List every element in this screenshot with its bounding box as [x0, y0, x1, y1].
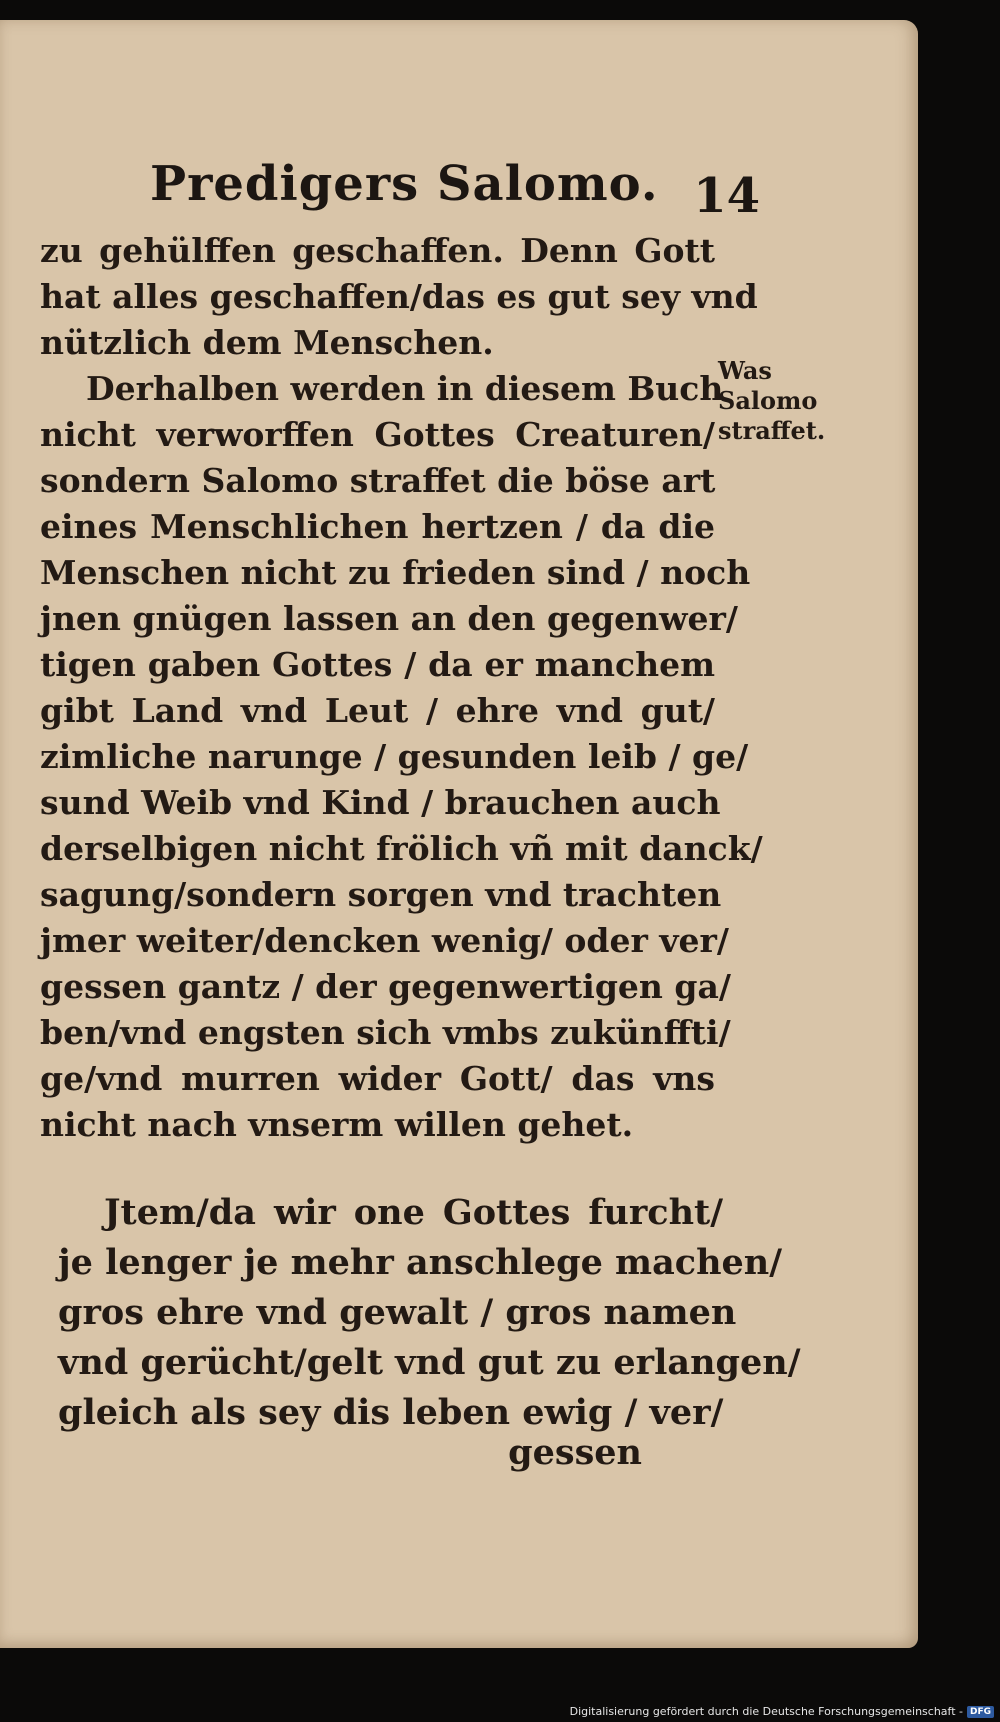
- text-line: gleich als sey dis leben ewig / ver/: [58, 1392, 724, 1433]
- marginal-line: Salomo: [718, 386, 818, 415]
- text-line: tigen gaben Gottes / da er manchem: [40, 645, 715, 684]
- text-line: jmer weiter/dencken wenig/ oder ver/: [40, 921, 729, 960]
- text-line: je lenger je mehr anschlege machen/: [58, 1242, 783, 1283]
- text-line: Menschen nicht zu frieden sind / noch: [40, 553, 751, 592]
- text-line: sondern Salomo straffet die böse art: [40, 461, 716, 500]
- text-line: zu gehülffen geschaffen. Denn Gott: [40, 231, 715, 270]
- text-line: nicht nach vnserm willen gehet.: [40, 1105, 634, 1144]
- text-line: gessen gantz / der gegenwertigen ga/: [40, 967, 731, 1006]
- text-line: jnen gnügen lassen an den gegenwer/: [40, 599, 738, 638]
- text-line: nicht verworffen Gottes Creaturen/: [40, 415, 715, 454]
- text-line: Derhalben werden in diesem Buch: [86, 369, 724, 408]
- text-line: derselbigen nicht frölich vñ mit danck/: [40, 829, 763, 868]
- marginal-line: straffet.: [718, 416, 826, 445]
- credit-text: Digitalisierung gefördert durch die Deutsche Forschungsgemeinschaft -: [569, 1705, 963, 1718]
- text-line: ben/vnd engsten sich vmbs zukünffti/: [40, 1013, 731, 1052]
- running-title: Predigers Salomo.: [150, 156, 659, 212]
- text-line: vnd gerücht/gelt vnd gut zu erlangen/: [58, 1342, 801, 1383]
- book-page: [0, 20, 918, 1648]
- text-line: gibt Land vnd Leut / ehre vnd gut/: [40, 691, 715, 730]
- text-line: sund Weib vnd Kind / brauchen auch: [40, 783, 721, 822]
- marginal-note: [718, 356, 825, 446]
- text-line: nützlich dem Menschen.: [40, 323, 494, 362]
- text-line: hat alles geschaffen/das es gut sey vnd: [40, 277, 758, 316]
- text-line: gros ehre vnd gewalt / gros namen: [58, 1292, 737, 1333]
- text-line: eines Menschlichen hertzen / da die: [40, 507, 715, 546]
- digitization-credit: [570, 1705, 994, 1718]
- text-line: zimliche narunge / gesunden leib / ge/: [40, 737, 749, 776]
- dfg-logo-icon: DFG: [967, 1706, 994, 1718]
- marginal-line: Was: [718, 356, 772, 385]
- text-line: ge/vnd murren wider Gott/ das vns: [40, 1059, 715, 1098]
- page-number: 14: [693, 168, 760, 224]
- text-line: Jtem/da wir one Gottes furcht/: [104, 1192, 723, 1233]
- page-header: [150, 138, 760, 228]
- text-line: sagung/sondern sorgen vnd trachten: [40, 875, 722, 914]
- paragraph-2: [58, 1188, 801, 1438]
- catchword: gessen: [508, 1432, 642, 1473]
